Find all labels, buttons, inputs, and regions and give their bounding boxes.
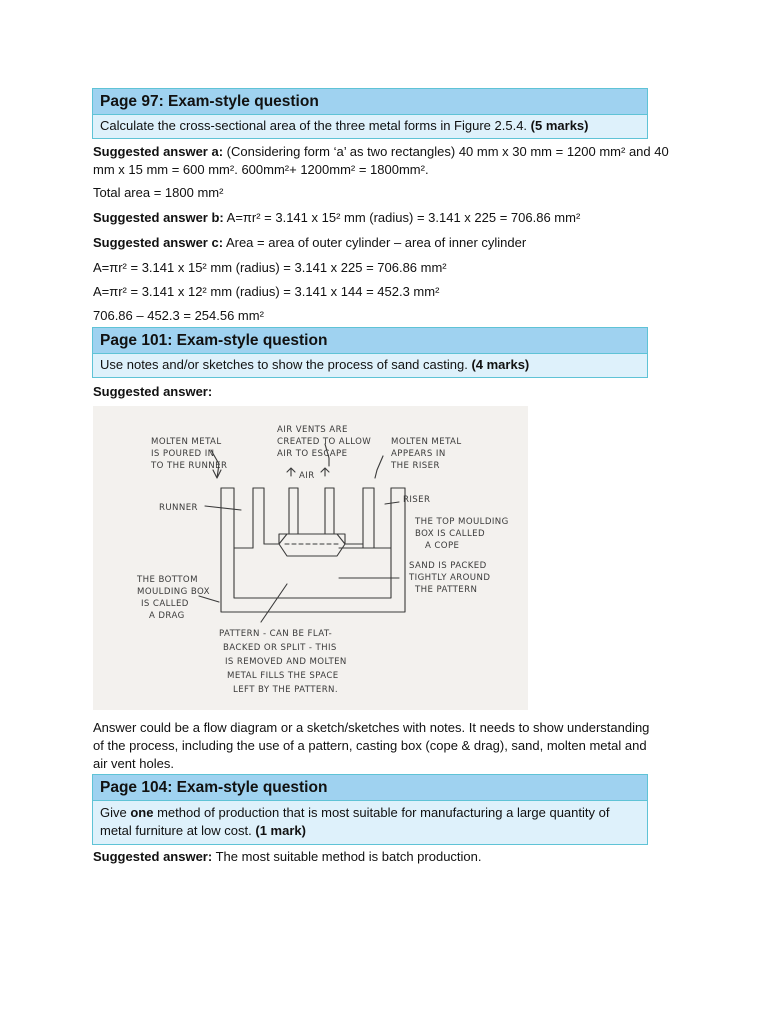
total-area: Total area = 1800 mm² [93, 185, 224, 200]
question-title: Page 104: Exam-style question [93, 775, 647, 801]
question-box-page-101 [92, 327, 648, 378]
sketch-label: AIR [299, 471, 315, 481]
answer-page-104: Suggested answer: The most suitable method is batch production. [93, 849, 482, 864]
answer-c-line-2: A=πr² = 3.141 x 12² mm (radius) = 3.141 x 144 = 452.3 mm² [93, 284, 440, 299]
sketch-label: RUNNER [159, 503, 198, 513]
sketch-label: SAND IS PACKED [409, 561, 487, 571]
marks-label: (5 marks) [530, 118, 589, 133]
question-title: Page 101: Exam-style question [93, 328, 647, 354]
sketch-label: IS POURED IN [151, 449, 215, 459]
sketch-label: THE TOP MOULDING [415, 517, 509, 527]
question-title: Page 97: Exam-style question [93, 89, 647, 115]
sketch-label: MOULDING BOX [137, 587, 210, 597]
sketch-label: AIR TO ESCAPE [277, 449, 348, 459]
sketch-drawing [93, 406, 528, 710]
answer-a: Suggested answer a: (Considering form ‘a’ as two rectangles) 40 mm x 30 mm = 1200 mm² and 40 mm x 15 mm = 600 mm². 600mm²+ 1200mm² = 1800mm². [93, 144, 669, 177]
answer-c-line-1: A=πr² = 3.141 x 15² mm (radius) = 3.141 x 225 = 706.86 mm² [93, 260, 447, 275]
sketch-label: IS REMOVED AND MOLTEN [225, 657, 347, 667]
sketch-label: METAL FILLS THE SPACE [227, 671, 339, 681]
answer-b: Suggested answer b: A=πr² = 3.141 x 15² mm (radius) = 3.141 x 225 = 706.86 mm² [93, 210, 581, 225]
suggested-answer-label: Suggested answer: [93, 384, 213, 399]
sketch-label: A COPE [425, 541, 460, 551]
sketch-label: APPEARS IN [391, 449, 446, 459]
sketch-label: THE PATTERN [415, 585, 478, 595]
sketch-label: AIR VENTS ARE [277, 425, 348, 435]
sketch-label: MOLTEN METAL [151, 437, 222, 447]
sand-casting-sketch [93, 406, 528, 710]
answer-c: Suggested answer c: Area = area of outer cylinder – area of inner cylinder [93, 235, 527, 250]
sketch-label: MOLTEN METAL [391, 437, 462, 447]
sketch-label: BOX IS CALLED [415, 529, 486, 539]
question-box-page-104 [92, 774, 648, 845]
sketch-label: IS CALLED [141, 599, 189, 609]
sketch-label: LEFT BY THE PATTERN. [233, 685, 339, 695]
sketch-label: TIGHTLY AROUND [409, 573, 491, 583]
question-text: Give one method of production that is most suitable for manufacturing a large quantity of metal furniture at low cost. (1 mark) [93, 801, 647, 844]
sketch-label: PATTERN - CAN BE FLAT- [219, 629, 333, 639]
sketch-label: RISER [403, 495, 431, 505]
marks-label: (1 mark) [255, 823, 306, 838]
sketch-label: THE BOTTOM [137, 575, 198, 585]
question-text: Use notes and/or sketches to show the process of sand casting. (4 marks) [93, 354, 647, 377]
sketch-label: CREATED TO ALLOW [277, 437, 372, 447]
answer-c-line-3: 706.86 – 452.3 = 254.56 mm² [93, 308, 264, 323]
sketch-label: A DRAG [149, 611, 185, 621]
marks-label: (4 marks) [471, 357, 530, 372]
question-box-page-97 [92, 88, 648, 139]
question-text: Calculate the cross-sectional area of the three metal forms in Figure 2.5.4. (5 marks) [93, 115, 647, 138]
answer-note: Answer could be a flow diagram or a sketch/sketches with notes. It needs to show understanding of the process, including the use of a pattern, casting box (cope & drag), sand, molten metal and air vent holes. [93, 720, 650, 771]
sketch-label: TO THE RUNNER [151, 461, 228, 471]
sketch-label: BACKED OR SPLIT - THIS [223, 643, 337, 653]
sketch-label: THE RISER [391, 461, 440, 471]
